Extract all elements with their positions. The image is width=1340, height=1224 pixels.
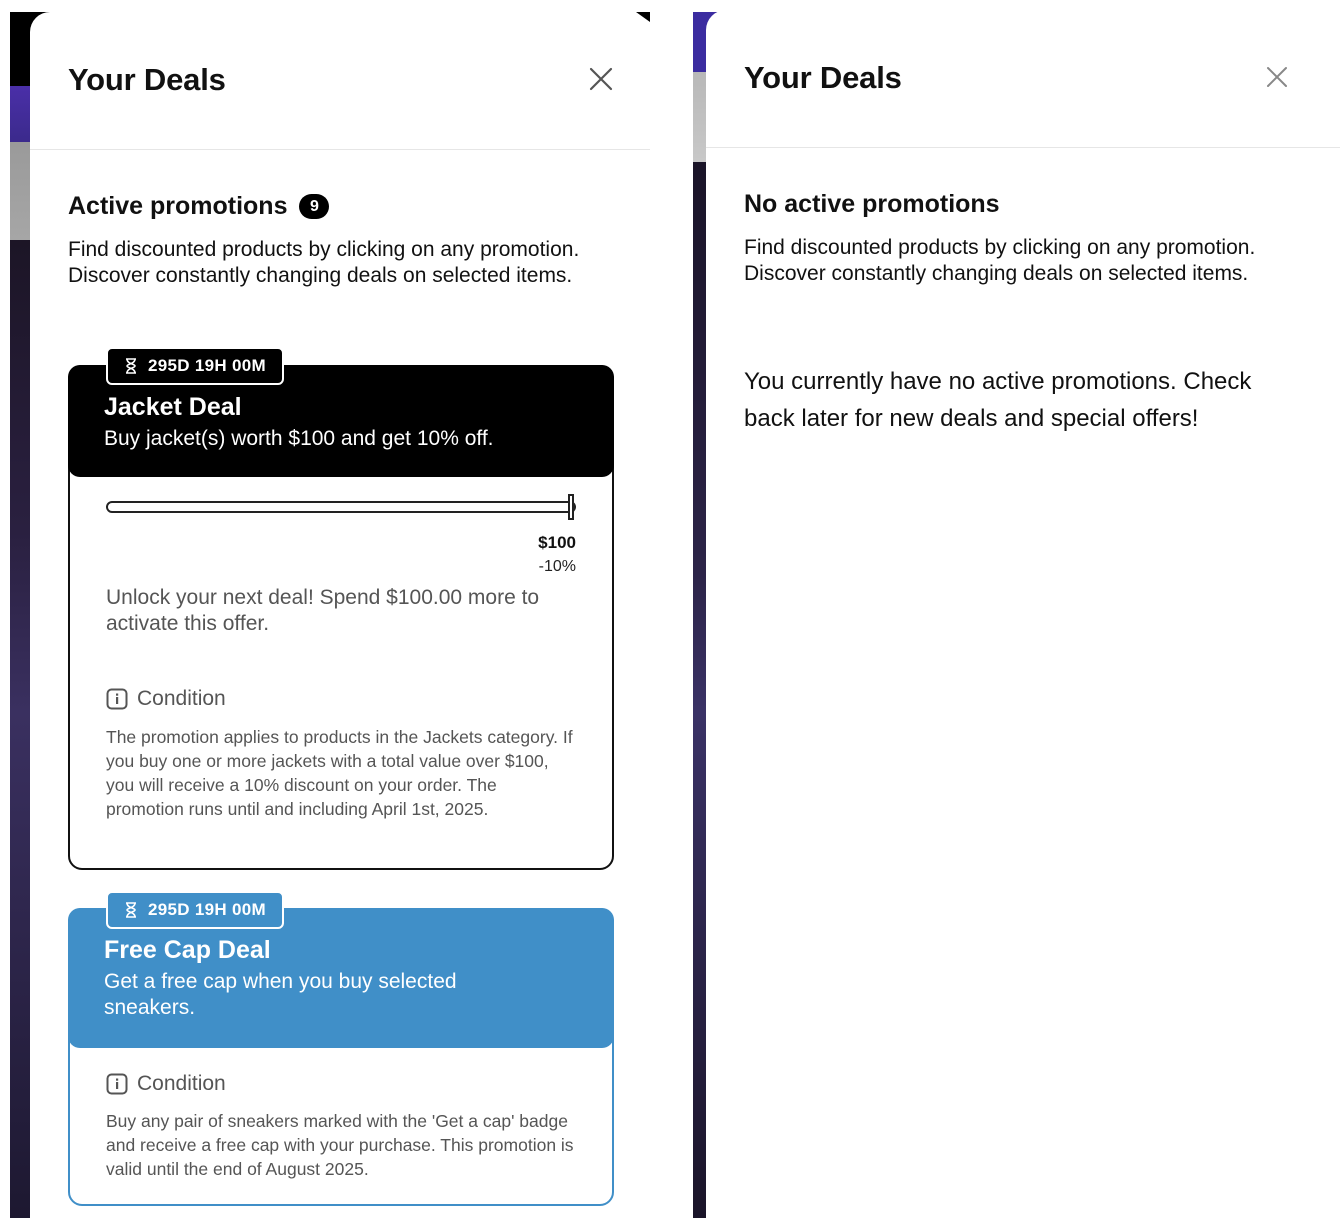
promo-card-free-cap-deal[interactable] [68,908,614,1206]
promotion-count-badge: 9 [299,194,329,219]
section-title [68,192,329,221]
timer-text: 295D 19H 00M [148,356,266,375]
tier-discount: -10% [538,558,576,575]
unlock-message: Unlock your next deal! Spend $100.00 more to activate this offer. [106,586,540,635]
info-icon [106,688,128,710]
deals-drawer-active [30,12,650,1218]
promo-title: Jacket Deal [104,393,242,421]
deals-drawer-empty [706,10,1340,1224]
hourglass-icon [124,358,138,374]
empty-state-message: You currently have no active promotions. Check back later for new deals and special offers! [744,368,1252,432]
promo-title: Free Cap Deal [104,936,271,964]
drawer-title: Your Deals [744,60,902,95]
condition-text: Buy any pair of sneakers marked with the 'Get a cap' badge and receive a free cap with your purchase. This promotion is valid until the end of August 2025. [106,1111,574,1179]
section-description: Find discounted products by clicking on any promotion. Discover constantly changing deals on selected items. [68,238,580,287]
section-title-text: No active promotions [744,190,1000,218]
condition-text: The promotion applies to products in the Jackets category. If you buy one or more jackets with a total value over $100, you will receive a 10% discount on your order. The promotion runs until and including April 1st, 2025. [106,727,573,819]
condition-label: Condition [137,1072,226,1095]
timer-tag [106,891,284,929]
section-title-text: Active promotions [68,192,288,220]
timer-text: 295D 19H 00M [148,900,266,919]
promo-subtitle: Get a free cap when you buy selected sneakers. [104,970,457,1019]
progress-bar [106,501,576,513]
close-button[interactable] [586,64,616,94]
promo-header [68,908,614,1048]
close-icon [1262,62,1292,92]
hourglass-icon [124,902,138,918]
close-button[interactable] [1262,62,1292,92]
promo-subtitle: Buy jacket(s) worth $100 and get 10% off. [104,427,494,450]
condition-heading [106,1072,226,1096]
timer-tag [106,347,284,385]
promo-card-jacket-deal[interactable] [68,365,614,870]
close-icon [586,64,616,94]
section-description: Find discounted products by clicking on any promotion. Discover constantly changing deals on selected items. [744,236,1256,285]
section-title [744,190,1000,219]
condition-label: Condition [137,687,226,710]
progress-tier-marker [568,494,574,520]
drawer-header [30,12,650,150]
drawer-title: Your Deals [68,62,226,97]
drawer-header [706,10,1340,148]
condition-heading [106,687,226,711]
info-icon [106,1073,128,1095]
tier-amount: $100 [538,533,576,552]
